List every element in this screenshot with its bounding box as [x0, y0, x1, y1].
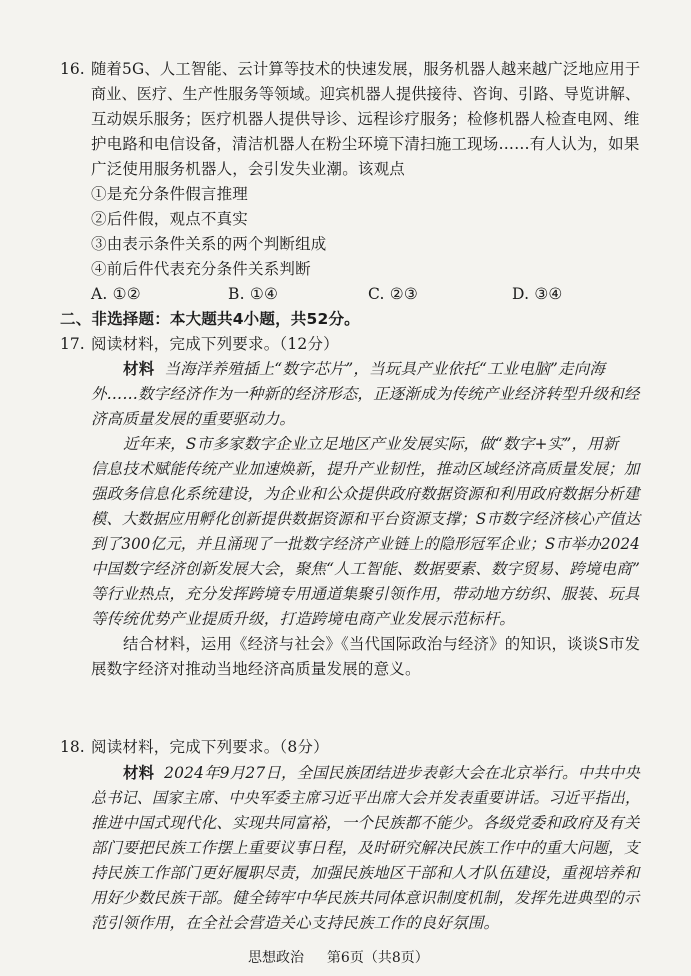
q17-material-text: 当海洋养殖插上“数字芯片”，当玩具产业依托“工业电脑”走向海: [164, 360, 606, 378]
page-footer: [248, 948, 429, 968]
section-2-heading: 二、非选择题：本大题共4小题，共52分。: [60, 310, 360, 328]
q18-number: 18.: [60, 738, 85, 756]
q18-line-6: 用好少数民族干部。健全铸牢中华民族共同体意识制度机制，发挥先进典型的示: [91, 889, 640, 907]
q17-line-8: 到了300亿元，并且涌现了一批数字经济产业链上的隐形冠军企业；S市举办2024: [91, 535, 640, 553]
q17-line-11: 等传统优势产业提质升级，打造跨境电商产业发展示范标杆。: [91, 610, 515, 628]
q17-line-7: 模、大数据应用孵化创新提供数据资源和平台资源支撑；S市数字经济核心产值达: [91, 510, 641, 528]
q18-material-text: 2024年9月27日，全国民族团结进步表彰大会在北京举行。中共中央: [164, 764, 641, 782]
q16-line-5: 广泛使用服务机器人，会引发失业潮。该观点: [91, 160, 406, 178]
q17-line-10: 等行业热点，充分发挥跨境专用通道集聚引领作用，带动地方纺织、服装、玩具: [91, 585, 640, 603]
q16-option-d: D. ③④: [512, 285, 563, 303]
q16-statement-2: ②后件假，观点不真实: [91, 210, 249, 228]
q16-line-1: 随着5G、人工智能、云计算等技术的快速发展，服务机器人越来越广泛地应用于: [91, 60, 641, 78]
q18-line-4: 部门要把民族工作摆上重要议事日程，及时研究解决民族工作中的重大问题，支: [91, 839, 640, 857]
q16-option-a: A. ①②: [91, 285, 141, 303]
q16-line-4: 护电路和电信设备，清洁机器人在粉尘环境下清扫施工现场……有人认为，如果: [91, 135, 640, 153]
q17-line-5: 信息技术赋能传统产业加速焕新，提升产业韧性，推动区域经济高质量发展；加: [91, 460, 640, 478]
footer-page-number: 第6页（共8页）: [326, 950, 429, 966]
q17-line-4: 近年来，S市多家数字企业立足地区产业发展实际，做“数字+实”，用新: [123, 435, 619, 453]
q16-number: 16.: [60, 60, 85, 78]
q18-line-3: 推进中国式现代化、实现共同富裕，一个民族都不能少。各级党委和政府及有关: [91, 814, 640, 832]
q17-number: 17.: [60, 335, 85, 353]
q18-line-2: 总书记、国家主席、中央军委主席习近平出席大会并发表重要讲话。习近平指出，: [91, 789, 641, 807]
q16-option-b: B. ①④: [228, 285, 279, 303]
q18-line-5: 持民族工作部门更好履职尽责，加强民族地区干部和人才队伍建设，重视培养和: [91, 864, 640, 882]
q16-statement-3: ③由表示条件关系的两个判断组成: [91, 235, 327, 253]
footer-subject: 思想政治: [248, 950, 304, 966]
q17-prompt: 阅读材料，完成下列要求。（12分）: [91, 335, 339, 353]
q18-line-7: 范引领作用，在全社会营造关心支持民族工作的良好氛围。: [91, 914, 500, 932]
q17-material-label: 材料: [123, 360, 155, 378]
q18-material-line-1: [123, 762, 640, 784]
q16-option-c: C. ②③: [368, 285, 418, 303]
q17-line-6: 强政务信息化系统建设，为企业和公众提供政府数据资源和利用政府数据分析建: [91, 485, 640, 503]
q17-line-9: 中国数字经济创新发展大会，聚焦“人工智能、数据要素、数字贸易、跨境电商”: [91, 560, 641, 578]
q16-line-2: 商业、医疗、生产性服务等领域。迎宾机器人提供接待、咨询、引路、导览讲解、: [91, 85, 641, 103]
q17-material-line-1: [123, 358, 605, 380]
q17-task-line-2: 展数字经济对推动当地经济高质量发展的意义。: [91, 660, 421, 678]
q17-task-line-1: 结合材料，运用《经济与社会》《当代国际政治与经济》的知识，谈谈S市发: [123, 635, 641, 653]
q16-statement-4: ④前后件代表充分条件关系判断: [91, 260, 311, 278]
q18-material-label: 材料: [123, 764, 155, 782]
q16-line-3: 互动娱乐服务；医疗机器人提供导诊、远程诊疗服务；检修机器人检查电网、维: [91, 110, 640, 128]
q18-prompt: 阅读材料，完成下列要求。（8分）: [91, 738, 329, 756]
q16-statement-1: ①是充分条件假言推理: [91, 185, 249, 203]
q17-line-2: 外……数字经济作为一种新的经济形态，正逐渐成为传统产业经济转型升级和经: [91, 385, 640, 403]
q17-line-3: 济高质量发展的重要驱动力。: [91, 410, 296, 428]
